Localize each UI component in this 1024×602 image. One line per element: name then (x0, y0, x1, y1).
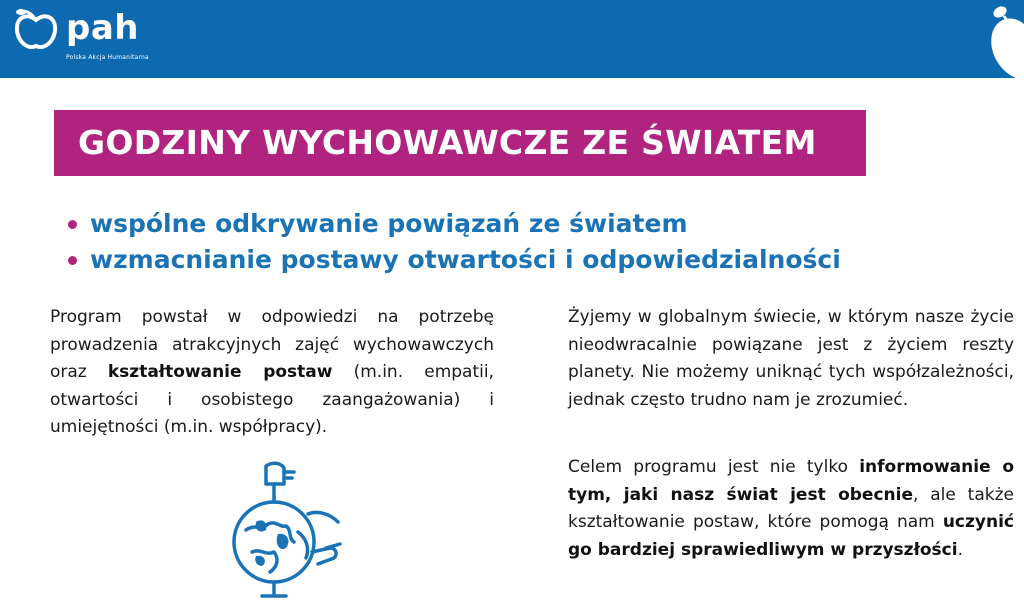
bullet-list (68, 206, 841, 278)
bullet-dot-icon (68, 220, 77, 229)
text-run: Celem programu jest nie tylko (568, 457, 860, 477)
bullet-item (68, 242, 841, 278)
text-run: . (957, 539, 963, 560)
apple-icon (960, 0, 1024, 78)
globe-hands-icon (226, 460, 342, 602)
right-paragraph-2 (568, 454, 1014, 564)
text-run: (m.in. empatii, otwartości i osobistego zaangażowania) i umiejętności (m.in. współpracy). (50, 362, 494, 437)
right-paragraph-1: Żyjemy w globalnym świecie, w którym nasze życie nieodwracalnie powiązane jest z życiem reszty planety. Nie możemy uniknąć tych współzależności, jednak często trudno nam je zrozumieć. (568, 307, 1014, 410)
bold-text: kształtowanie postaw (107, 362, 333, 382)
logo-subtitle: Polska Akcja Humanitarna (66, 54, 149, 61)
bullet-text: wzmacnianie postawy otwartości i odpowiedzialności (90, 245, 841, 274)
bullet-item (68, 206, 841, 242)
logo-text: pah (66, 8, 139, 48)
title-banner (54, 110, 866, 176)
header-bar (0, 0, 1024, 78)
bullet-dot-icon (68, 256, 77, 265)
page-title: GODZINY WYCHOWAWCZE ZE ŚWIATEM (78, 123, 817, 162)
pah-logo-icon (12, 8, 60, 52)
text-run: , ale także kształtowanie postaw, które pomogą nam (568, 484, 1014, 532)
left-paragraph (50, 304, 494, 442)
bold-text: uczynić go bardziej sprawiedliwym w przyszłości (568, 512, 1014, 560)
bullet-text: wspólne odkrywanie powiązań ze światem (90, 209, 688, 238)
text-run: Program powstał w odpowiedzi na potrzebę prowadzenia atrakcyjnych zajęć wychowawczych oraz (50, 307, 494, 382)
bold-text: informowanie o tym, jaki nasz świat jest obecnie (568, 457, 1015, 505)
